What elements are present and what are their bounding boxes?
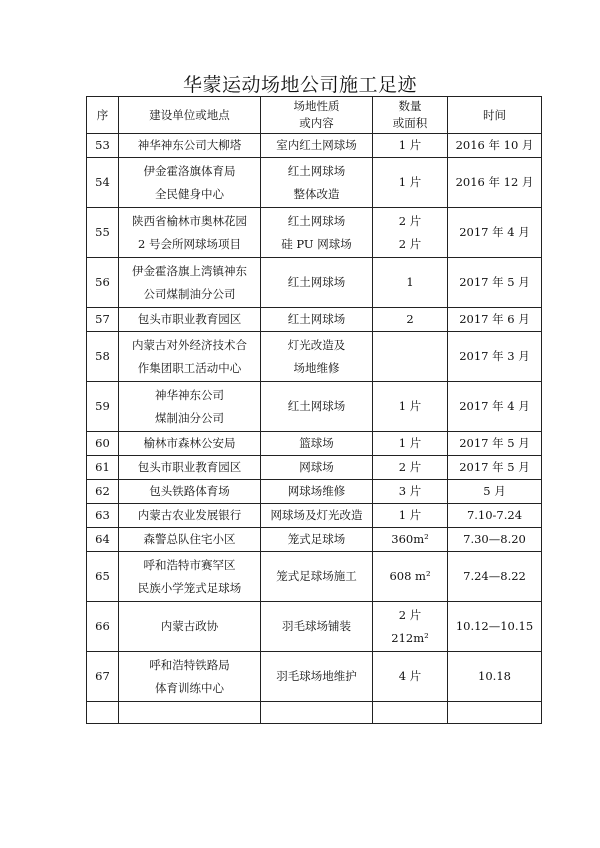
- header-no: 序: [87, 97, 119, 134]
- cell-nature: 红土网球场 整体改造: [261, 158, 373, 208]
- table-row: [87, 652, 542, 702]
- construction-table: [86, 96, 542, 724]
- cell-site: 神华神东公司 煤制油分公司: [119, 382, 261, 432]
- cell-site: 包头铁路体育场: [119, 480, 261, 504]
- cell-site: 内蒙古对外经济技术合 作集团职工活动中心: [119, 332, 261, 382]
- header-time: 时间: [448, 97, 542, 134]
- page-title: 华蒙运动场地公司施工足迹: [182, 74, 417, 96]
- cell-time: 2017 年 6 月: [448, 308, 542, 332]
- cell-site: 伊金霍洛旗上湾镇神东 公司煤制油分公司: [119, 258, 261, 308]
- table-row: [87, 158, 542, 208]
- cell-time: 7.30—8.20: [448, 528, 542, 552]
- cell-qty: 1 片: [373, 382, 448, 432]
- cell-time: 10.12—10.15: [448, 602, 542, 652]
- cell-site: 包头市职业教育园区: [119, 456, 261, 480]
- cell-no: [87, 702, 119, 724]
- cell-qty: [373, 702, 448, 724]
- cell-time: 2017 年 4 月: [448, 382, 542, 432]
- cell-nature: 笼式足球场: [261, 528, 373, 552]
- table-row: [87, 208, 542, 258]
- table-row: [87, 332, 542, 382]
- cell-time: 2017 年 4 月: [448, 208, 542, 258]
- cell-no: 59: [87, 382, 119, 432]
- cell-time: 10.18: [448, 652, 542, 702]
- cell-nature: 网球场维修: [261, 480, 373, 504]
- cell-qty: 1 片: [373, 158, 448, 208]
- cell-qty: 360m²: [373, 528, 448, 552]
- header-site: 建设单位或地点: [119, 97, 261, 134]
- cell-site: 陕西省榆林市奥林花园 2 号会所网球场项目: [119, 208, 261, 258]
- cell-site: 神华神东公司大柳塔: [119, 134, 261, 158]
- cell-time: 2017 年 3 月: [448, 332, 542, 382]
- cell-site: 呼和浩特市赛罕区 民族小学笼式足球场: [119, 552, 261, 602]
- cell-time: 2016 年 12 月: [448, 158, 542, 208]
- cell-nature: 红土网球场: [261, 258, 373, 308]
- table-row: [87, 528, 542, 552]
- cell-time: [448, 702, 542, 724]
- cell-nature: 羽毛球场地维护: [261, 652, 373, 702]
- table-row: [87, 456, 542, 480]
- cell-site: 包头市职业教育园区: [119, 308, 261, 332]
- cell-time: 7.10-7.24: [448, 504, 542, 528]
- cell-nature: 笼式足球场施工: [261, 552, 373, 602]
- table-row: [87, 258, 542, 308]
- cell-time: 2016 年 10 月: [448, 134, 542, 158]
- cell-time: 2017 年 5 月: [448, 258, 542, 308]
- table-row: [87, 308, 542, 332]
- table-row: [87, 382, 542, 432]
- cell-qty: 3 片: [373, 480, 448, 504]
- cell-no: 57: [87, 308, 119, 332]
- table-row: [87, 602, 542, 652]
- cell-no: 66: [87, 602, 119, 652]
- cell-nature: 红土网球场 硅 PU 网球场: [261, 208, 373, 258]
- cell-nature: 篮球场: [261, 432, 373, 456]
- cell-nature: 红土网球场: [261, 308, 373, 332]
- cell-site: 内蒙古农业发展银行: [119, 504, 261, 528]
- cell-nature: 网球场及灯光改造: [261, 504, 373, 528]
- table-row: [87, 432, 542, 456]
- cell-time: 7.24—8.22: [448, 552, 542, 602]
- cell-no: 60: [87, 432, 119, 456]
- header-nature: 场地性质 或内容: [261, 97, 373, 134]
- cell-qty: 1 片: [373, 134, 448, 158]
- cell-site: 内蒙古政协: [119, 602, 261, 652]
- cell-no: 55: [87, 208, 119, 258]
- cell-qty: 1 片: [373, 504, 448, 528]
- cell-no: 61: [87, 456, 119, 480]
- table-row: [87, 702, 542, 724]
- cell-site: [119, 702, 261, 724]
- cell-time: 5 月: [448, 480, 542, 504]
- cell-site: 森警总队住宅小区: [119, 528, 261, 552]
- cell-nature: [261, 702, 373, 724]
- cell-qty: 1: [373, 258, 448, 308]
- cell-site: 伊金霍洛旗体育局 全民健身中心: [119, 158, 261, 208]
- cell-no: 64: [87, 528, 119, 552]
- cell-qty: 2 片: [373, 456, 448, 480]
- cell-nature: 灯光改造及 场地维修: [261, 332, 373, 382]
- cell-nature: 室内红土网球场: [261, 134, 373, 158]
- table-row: [87, 134, 542, 158]
- cell-qty: 608 m²: [373, 552, 448, 602]
- table-row: [87, 552, 542, 602]
- cell-no: 67: [87, 652, 119, 702]
- cell-time: 2017 年 5 月: [448, 456, 542, 480]
- cell-qty: 1 片: [373, 432, 448, 456]
- cell-nature: 红土网球场: [261, 382, 373, 432]
- cell-no: 63: [87, 504, 119, 528]
- cell-no: 53: [87, 134, 119, 158]
- cell-nature: 羽毛球场铺装: [261, 602, 373, 652]
- cell-qty: [373, 332, 448, 382]
- cell-nature: 网球场: [261, 456, 373, 480]
- cell-qty: 2: [373, 308, 448, 332]
- table-header-row: [87, 97, 542, 134]
- cell-no: 58: [87, 332, 119, 382]
- cell-qty: 2 片 2 片: [373, 208, 448, 258]
- table-row: [87, 480, 542, 504]
- cell-time: 2017 年 5 月: [448, 432, 542, 456]
- table-row: [87, 504, 542, 528]
- cell-site: 榆林市森林公安局: [119, 432, 261, 456]
- cell-no: 65: [87, 552, 119, 602]
- cell-no: 54: [87, 158, 119, 208]
- cell-qty: 2 片 212m²: [373, 602, 448, 652]
- header-qty: 数量 或面积: [373, 97, 448, 134]
- cell-qty: 4 片: [373, 652, 448, 702]
- cell-no: 56: [87, 258, 119, 308]
- cell-no: 62: [87, 480, 119, 504]
- cell-site: 呼和浩特铁路局 体育训练中心: [119, 652, 261, 702]
